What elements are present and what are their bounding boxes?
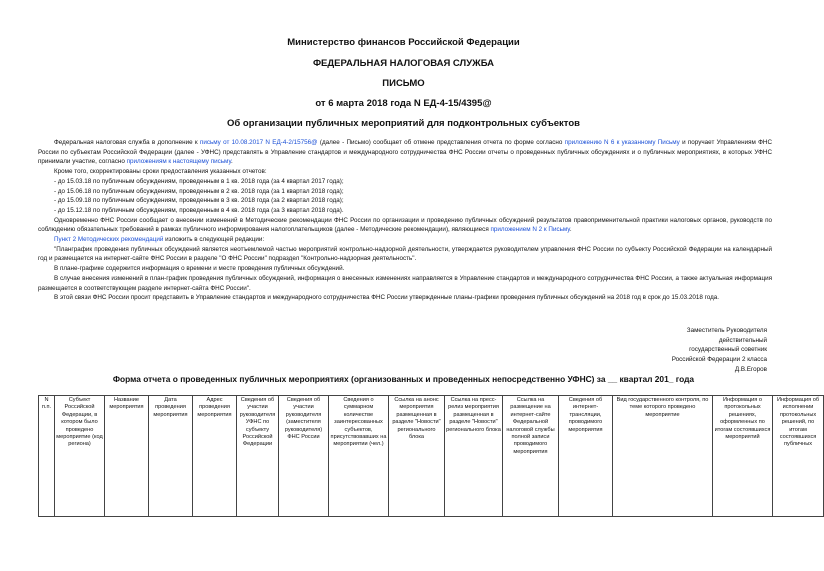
deadline-item: - до 15.09.18 по публичным обсуждениям, проведенным в 3 кв. 2018 года (за 2 квартал 2018 года); bbox=[54, 197, 344, 205]
column-header: Название мероприятия bbox=[105, 396, 149, 517]
paragraph-7: В случае внесения изменений в план-график проведения публичных обсуждений, информация о внесенных изменениях направляется в Управление стандартов и международного сотрудничества ФНС России, а также актуальная информация размещается в соответствующем разделе интернет-сайта ФНС России". bbox=[38, 274, 772, 292]
column-header: Сведения о суммарном количестве заинтересованных субъектов, присутствовавших на мероприятии (чел.) bbox=[329, 396, 389, 517]
service-name: ФЕДЕРАЛЬНАЯ НАЛОГОВАЯ СЛУЖБА bbox=[312, 58, 495, 69]
paragraph-1 bbox=[38, 138, 772, 167]
column-header: Информация о протокольных решениях, оформленных по итогам состоявшихся мероприятий bbox=[713, 396, 773, 517]
paragraph-2: Кроме того, скорректированы сроки предоставления указанных отчетов: bbox=[54, 168, 267, 176]
table-header-row bbox=[39, 396, 824, 517]
column-header: Ссылка на размещение на интернет-сайте Федеральной налоговой службы полной записи проводимого мероприятия bbox=[503, 396, 559, 517]
p3-text-2: . bbox=[569, 226, 572, 234]
p1-text-3: и поручает Управлениям ФНС России по субъектам Российской Федерации (далее - УФНС) представлять в Управление стандартов и международного сотрудничества ФНС России отчеты о проведенных публичных обсуждениях и о публичных мероприятиях, в которых УФНС принимали участие, согласно bbox=[38, 139, 773, 166]
paragraph-3 bbox=[38, 216, 772, 235]
column-header: Сведения об участии руководителя УФНС по субъекту Российской Федерации bbox=[237, 396, 279, 517]
paragraph-6: В плане-графике содержится информация о времени и месте проведения публичных обсуждений. bbox=[54, 265, 345, 273]
link-appendix-6[interactable]: приложению N 6 к указанному Письму bbox=[564, 139, 680, 146]
report-form-table bbox=[38, 395, 824, 517]
document-type: ПИСЬМО bbox=[382, 78, 425, 89]
column-header: Сведения об участии руководителя (заместителя руководителя) ФНС России bbox=[279, 396, 329, 517]
p4-text-1: изложить в следующей редакции: bbox=[163, 236, 265, 244]
p3-text-1: Одновременно ФНС России сообщает о внесении изменений в Методические рекомендации ФНС России по организации и проведению публичных обсуждений результатов правоприменительной практики налоговых органов, руководств по соблюдению обязательных требований в рамках публичного информирования налогоплательщиков (далее - Методические рекомендации), являющиеся bbox=[38, 216, 772, 234]
column-header: Субъект Российской Федерации, в котором было проведено мероприятие (код региона) bbox=[55, 396, 105, 517]
ministry-name: Министерство финансов Российской Федерации bbox=[287, 37, 520, 48]
column-header: Сведения об интернет-трансляции, проводимого мероприятия bbox=[559, 396, 613, 517]
signature-line: государственный советник bbox=[689, 346, 767, 354]
p1-text-4: . bbox=[230, 158, 233, 166]
signature-name: Д.В.Егоров bbox=[734, 365, 767, 373]
paragraph-8: В этой связи ФНС России просит представить в Управление стандартов и международного сотрудничества ФНС России утвержденные планы-графики проведения публичных обсуждений на 2018 год в срок до 15.03.2018 года. bbox=[54, 294, 720, 302]
p1-text-2: (далее - Письмо) сообщает об отмене представления отчета по форме согласно bbox=[317, 139, 565, 146]
link-appendices[interactable]: приложениям к настоящему письму bbox=[126, 158, 231, 166]
deadline-item: - до 15.03.18 по публичным обсуждениям, проведенным в 1 кв. 2018 года (за 4 квартал 2017 года); bbox=[54, 177, 344, 185]
form-title: Форма отчета о проведенных публичных мероприятиях (организованных и проведенных непосредственно УФНС) за __ квартал 201_ года bbox=[112, 374, 695, 384]
paragraph-4 bbox=[38, 235, 772, 245]
document-reference: от 6 марта 2018 года N ЕД-4-15/4395@ bbox=[315, 98, 492, 109]
column-header: Ссылка на пресс-релиз мероприятия размещенная в разделе "Новости" регионального блока bbox=[445, 396, 503, 517]
deadline-item: - до 15.06.18 по публичным обсуждениям, проведенным в 2 кв. 2018 года (за 1 квартал 2018 года); bbox=[54, 187, 344, 195]
column-header: N п.п. bbox=[39, 396, 55, 517]
column-header: Дата проведения мероприятия bbox=[149, 396, 193, 517]
column-header: Вид государственного контроля, по теме которого проведено мероприятие bbox=[613, 396, 713, 517]
document-subject: Об организации публичных мероприятий для подконтрольных субъектов bbox=[227, 118, 580, 129]
signature-line: Российской Федерации 2 класса bbox=[671, 356, 767, 364]
link-appendix-2[interactable]: приложением N 2 к Письму bbox=[490, 226, 570, 234]
signature-block bbox=[672, 326, 767, 375]
link-clause-2[interactable]: Пункт 2 Методических рекомендаций bbox=[54, 236, 164, 244]
deadline-item: - до 15.12.18 по публичным обсуждениям, проведенным в 4 кв. 2018 года (за 3 квартал 2018 года). bbox=[54, 206, 344, 214]
column-header: Адрес проведения мероприятия bbox=[193, 396, 237, 517]
link-letter-ref[interactable]: письму от 10.08.2017 N ЕД-4-2/15756@ bbox=[199, 139, 318, 146]
letter-body bbox=[38, 138, 772, 303]
paragraph-5: "Планграфик проведения публичных обсуждений является неотъемлемой частью мероприятий контрольно-надзорной деятельности, утверждается руководителем управления ФНС России по субъекту Российской Федерации на календарный год и размещается на интернет-сайте ФНС России в разделе "О ФНС России" подраздел "Контрольно-надзорная деятельность". bbox=[38, 245, 772, 263]
p1-text-1: Федеральная налоговая служба в дополнение к bbox=[54, 139, 200, 146]
signature-line: действительный bbox=[718, 336, 767, 344]
column-header: Ссылка на анонс мероприятия размещенная в разделе "Новости" регионального блока bbox=[389, 396, 445, 517]
column-header: Информация об исполнении протокольных решений, по итогам состоявшихся публичных bbox=[773, 396, 824, 517]
signature-line: Заместитель Руководителя bbox=[686, 327, 767, 334]
